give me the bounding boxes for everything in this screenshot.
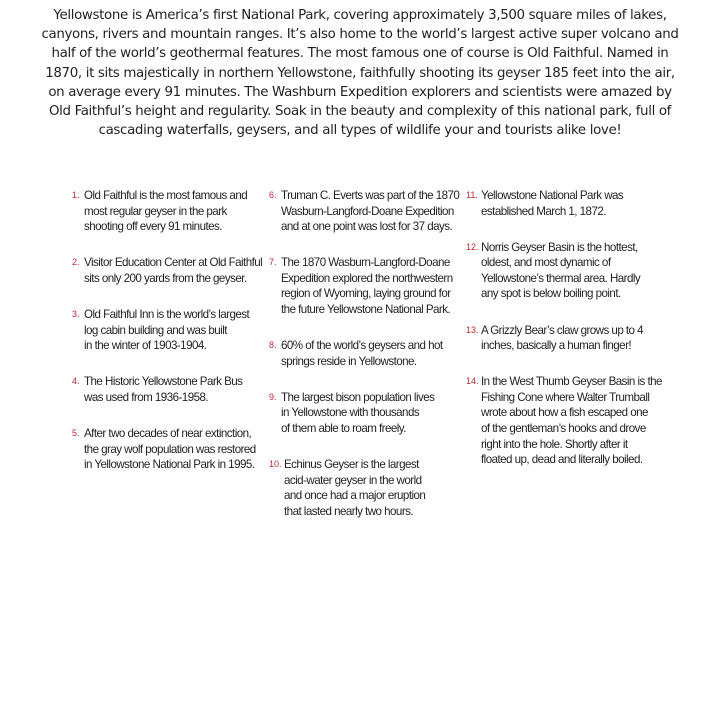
facts-list [72,188,682,540]
fact-number: 3. [72,308,80,319]
fact-number: 1. [72,190,80,200]
fact-text: 60% of the world’s geysers and hot springs reside in Yellowstone. [281,339,443,368]
fact-text: The Historic Yellowstone Park Bus was used from 1936-1958. [84,375,243,404]
facts-column-2 [269,188,466,540]
fact-number: 4. [72,376,80,387]
fact-item-13 [466,323,666,354]
fact-item-8 [269,338,466,369]
fact-item-11 [466,188,666,219]
fact-number: 13. [466,324,479,335]
fact-item-7 [269,255,466,317]
fact-item-5 [72,426,269,473]
fact-number: 12. [466,241,479,252]
facts-column-3 [466,188,666,540]
fact-item-1 [72,188,269,235]
fact-item-6 [269,188,466,235]
fact-text: Truman C. Everts was part of the 1870 Wasburn-Langford-Doane Expedition and at one point was lost for 37 days. [281,189,460,234]
fact-text: Visitor Education Center at Old Faithful sits only 200 yards from the geyser. [84,256,263,285]
fact-number: 8. [269,340,277,351]
fact-number: 14. [466,376,479,387]
fact-text: Old Faithful is the most famous and most regular geyser in the park shooting off every 91 minutes. [84,189,248,234]
fact-number: 9. [269,391,277,402]
fact-text: Norris Geyser Basin is the hottest, oldest, and most dynamic of Yellowstone’s thermal area. Hardly any spot is below boiling point. [481,240,641,301]
fact-text: The 1870 Wasburn-Langford-Doane Expedition explored the northwestern region of Wyoming, laying ground for the future Yellowstone National Park. [281,256,453,317]
fact-number: 2. [72,257,80,268]
fact-item-9 [269,390,466,437]
fact-item-12 [466,240,666,302]
fact-number: 5. [72,427,80,438]
fact-item-3 [72,307,269,354]
fact-text: A Grizzly Bear’s claw grows up to 4 inches, basically a human finger! [481,323,644,353]
fact-item-10 [269,457,466,519]
fact-text: The largest bison population lives in Yellowstone with thousands of them able to roam freely. [281,390,435,436]
facts-column-1 [72,188,269,540]
fact-text: After two decades of near extinction, the gray wolf population was restored in Yellowstone National Park in 1995. [84,426,256,472]
fact-item-4 [72,374,269,405]
fact-text: Yellowstone National Park was established March 1, 1872. [481,189,624,218]
fact-text: In the West Thumb Geyser Basin is the Fishing Cone where Walter Trumball wrote about how a fish escaped one of the gentleman’s hooks and drove right into the hole. Shortly after it floated up, dead and literally boiled. [481,375,662,467]
fact-text: Echinus Geyser is the largest acid-water geyser in the world and once had a major eruption that lasted nearly two hours. [284,458,426,518]
fact-number: 10. [269,459,282,470]
fact-text: Old Faithful Inn is the world’s largest log cabin building and was built in the winter of 1903-1904. [84,307,250,353]
fact-number: 6. [269,190,277,200]
fact-item-14 [466,374,666,468]
fact-number: 7. [269,257,277,268]
fact-item-2 [72,255,269,286]
intro-paragraph: Yellowstone is America’s first National Park, covering approximately 3,500 square miles of lakes, canyons, rivers and mountain ranges. It’s also home to the world’s largest active super volcano and half of the world’s geothermal features. The most famous one of course is Old Faithful. Named in 1870, it sits majestically in northern Yellowstone, faithfully shooting its geyser 185 feet into the air, on average every 91 minutes. The Washburn Expedition explorers and scientists were amazed by Old Faithful’s height and regularity. Soak in the beauty and complexity of this national park, full of cascading waterfalls, geysers, and all types of wildlife your and tourists alike love! [41,8,679,139]
fact-number: 11. [466,190,478,200]
